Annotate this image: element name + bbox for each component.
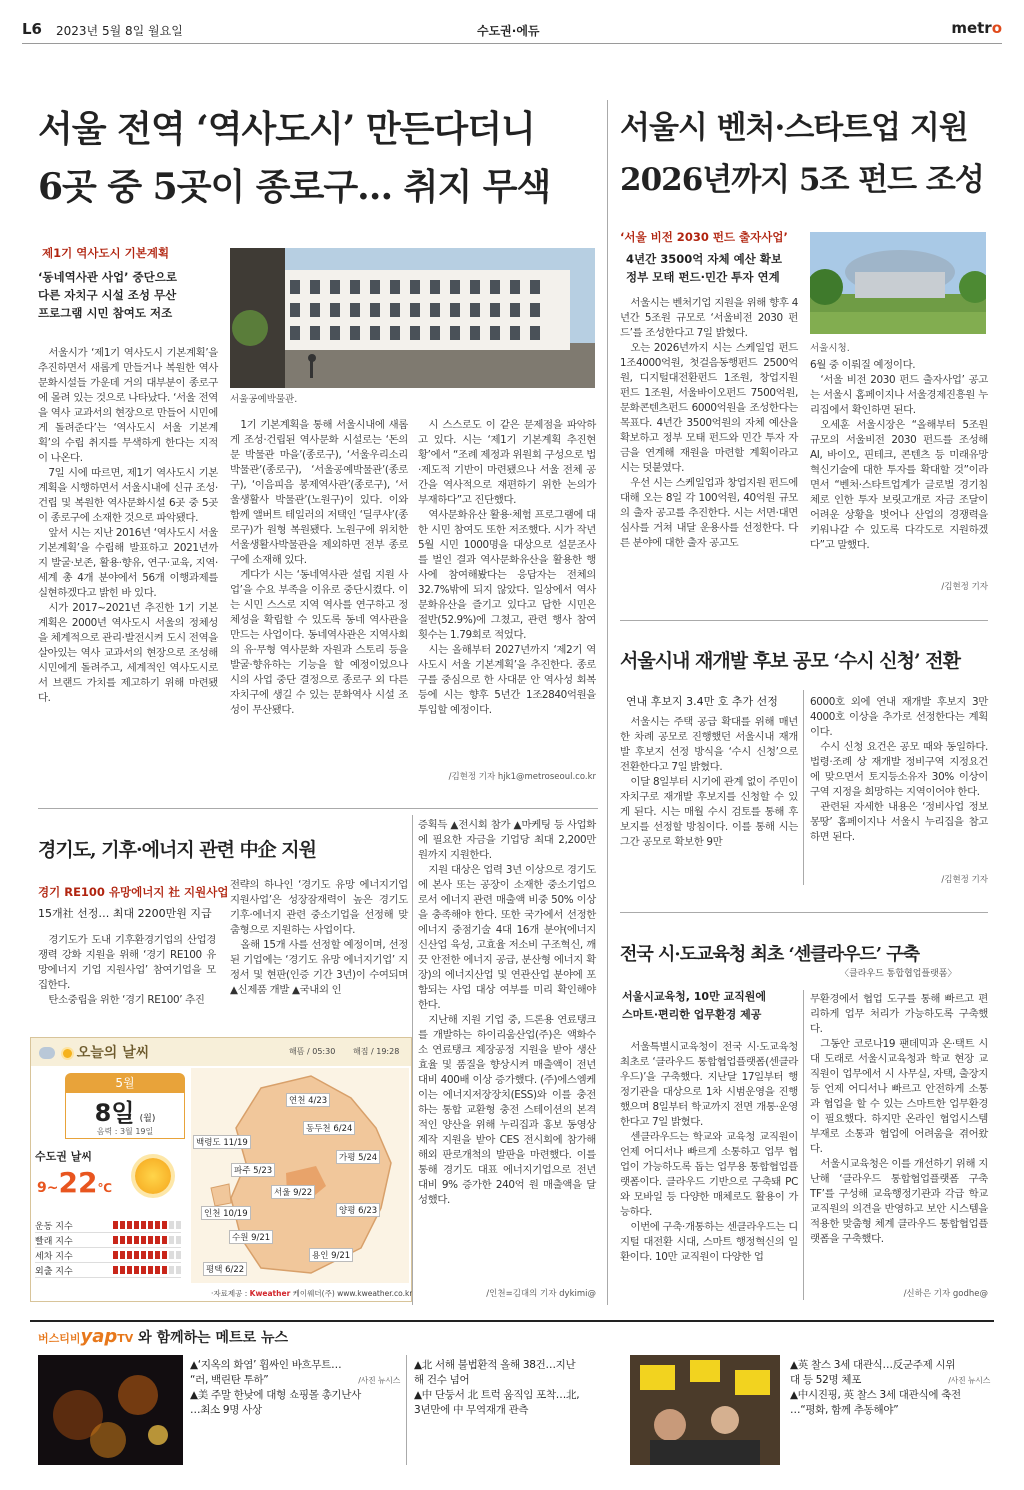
weather-indices <box>35 1218 181 1278</box>
article4-col3 <box>418 818 596 1208</box>
paragraph: 시가 2017~2021년 추진한 1기 기본계획은 2000년 역사도시 서울의 정체성을 체계적으로 관리·발전시켜 도시 전역을 살아있는 역사 교과서의 현장으로 조성해 시민에게 돌려주고, 세계적인 역사도시로서 브랜드 가치를 제고하기 위해 마련됐다. <box>38 602 218 704</box>
paragraph: 오는 2026년까지 시는 스케일업 펀드 1조4000억원, 첫걸음동행펀드 2500억원, 디지털대전환펀드 1조원, 창업지원 펀드 1조원, 서울바이오펀드 7500억원, 문화콘텐츠펀드 6000억원을 조성한다는 목표다. 4년간 3500억원의 자체 예산을 확보하고 정부 모태 펀드와 민간 투자 자금을 연계해 재원을 마련할 계획이라고 시는 덧붙였다. <box>620 342 798 474</box>
source-url: www.kweather.co.kr <box>337 1289 413 1298</box>
weather-title-text: 오늘의 날씨 <box>76 1045 150 1061</box>
source-brand: Kweather <box>249 1289 291 1298</box>
paragraph: 시 스스로도 이 같은 문제점을 파악하고 있다. 시는 ‘제1기 기본계획 추진현황’에서 “조례 제정과 위원회 구성으로 법·제도적 기반이 마련됐으나 서울 전체 공간을 역사적으로 재편하기 위한 논의가 부재하다”고 진단했다. <box>418 419 596 506</box>
index-name: 빨래 지수 <box>35 1236 73 1247</box>
article1-headline-line2: 6곳 중 5곳이 종로구… 취지 무색 <box>38 166 551 208</box>
article2-col1 <box>620 296 798 551</box>
paragraph: 서울시교육청은 이를 개선하기 위해 지난해 ‘클라우드 통합협업플랫폼 구축 TF’를 구성해 교육행정기관과 각급 학교 교직원의 의견을 반영하고 보안 시스템을 적용한 맞춤형 체계 클라우드 통합협업플랫폼을 구축했다. <box>810 1158 988 1245</box>
article1-sub1: ‘동네역사관 사업’ 중단으로 <box>38 270 177 284</box>
weather-region: 수도권 날씨 <box>35 1150 92 1163</box>
paragraph: 7일 시에 따르면, 제1기 역사도시 기본계획을 시행하면서 서울시내에 신규 조성·건립 및 복원한 역사문화시설 6곳 중 5곳이 종로구에 소재한 것으로 파악됐다. <box>38 467 218 524</box>
city-label: 수원 9/21 <box>229 1230 273 1244</box>
article5-subheads <box>622 988 766 1024</box>
news-line: “러, 백린탄 투하” <box>190 1374 269 1386</box>
news-line: 3년만에 中 무역재개 관측 <box>414 1404 529 1416</box>
paragraph: 6월 중 이뤄질 예정이다. <box>810 359 916 371</box>
paragraph: 서울시는 주택 공급 확대를 위해 매년 한 차례 공모로 진행했던 서울시내 재개발 후보지 선정 방식을 ‘수시 신청’으로 전환한다고 7일 밝혔다. <box>620 716 798 773</box>
article2-byline: /김현정 기자 <box>941 582 988 592</box>
article1-subheads <box>38 268 228 322</box>
section-divider <box>620 912 988 913</box>
temp-low: 9 <box>37 1180 47 1196</box>
column-divider <box>803 690 804 885</box>
city-label: 양평 6/23 <box>336 1203 380 1217</box>
section-divider <box>38 808 598 809</box>
weather-date-card <box>65 1093 185 1139</box>
article4-col1 <box>38 933 216 1008</box>
paragraph: 우선 시는 스케일업과 창업지원 펀드에 대해 오는 8일 각 100억원, 40억원 규모의 출자 공고를 추진한다. 시는 서면·대면 심사를 거쳐 내달 운용사를 선정한다. 다른 분야에 대한 출자 공고도 <box>620 477 798 549</box>
news-line: 해 건수 넘어 <box>414 1374 470 1386</box>
paragraph: 1기 기본계획을 통해 서울시내에 새롭게 조성·건립된 역사문화 시설로는 ‘돈의문 박물관 마을’(종로구), ‘서울우리소리박물관’(종로구), ‘서울공예박물관’(종로구), ‘이음피음 봉제역사관’(종로구), ‘서울생활사 박물관’(노원구)이 있다. 이와 함께 앨버트 테일러의 저택인 ‘딜쿠샤’(종로구)가 원형 복원됐다. 노원구에 위치한 서울생활사박물관을 제외하면 전부 종로구에 소재해 있다. <box>230 419 408 566</box>
article5-sub1: 서울시교육청, 10만 교직원에 <box>622 990 767 1003</box>
paragraph: 서울시가 ‘제1기 역사도시 기본계획’을 추진하면서 새롭게 만들거나 복원한 역사문화시설들 가운데 거의 대부분이 종로구에 몰려 있는 것으로 나타났다. ‘서울 전역을 역사 교과서의 현장으로 만들어 시민에게 돌려준다’는 ‘역사도시 서울 기본계획’의 수립 취지를 무색하게 한다는 지적이 나온다. <box>38 347 218 464</box>
index-row <box>35 1248 181 1263</box>
weather-title <box>39 1042 149 1062</box>
column-divider <box>412 815 413 1305</box>
article1-sub2: 다른 자치구 시설 조성 무산 <box>38 288 177 302</box>
paragraph: 무환경에서 협업 도구를 통해 빠르고 편리하게 업무 처리가 가능하도록 구축했다. <box>810 993 988 1035</box>
issue-date: 2023년 5월 8일 월요일 <box>56 24 183 38</box>
paragraph: 관련된 자세한 내용은 ‘정비사업 정보몽땅’ 홈페이지나 서울시 누리집을 참고하면 된다. <box>810 801 988 843</box>
news-line: ▲‘지옥의 화염’ 휩싸인 바흐무트… <box>190 1359 342 1371</box>
news-line: ▲美 주말 한낮에 대형 쇼핑몰 총기난사 <box>190 1389 361 1401</box>
paragraph: 오세훈 서울시장은 “올해부터 5조원 규모의 서울비전 2030 펀드를 조성해 AI, 바이오, 핀테크, 콘텐츠 등 미래유망 혁신기술에 대한 투자를 확대할 것”이라면서 “벤처·스타트업계가 글로벌 경기침체로 인한 투자 보릿고개로 자금 조달이 어려운 상황을 벗어나 산업의 경쟁력을 키워나갈 수 있도록 다각도로 지원하겠다”고 말했다. <box>810 419 988 551</box>
news-line: …“평화, 함께 추동해야” <box>790 1404 899 1416</box>
article2-sub1: 4년간 3500억 자체 예산 확보 <box>626 252 783 266</box>
news-item-1[interactable] <box>190 1358 400 1418</box>
bustv-label: 버스티비 <box>38 1332 81 1345</box>
news-item-2[interactable] <box>414 1358 614 1418</box>
column-divider <box>607 915 608 1305</box>
paragraph: 탄소중립을 위한 ‘경기 RE100’ 추진 <box>48 994 205 1006</box>
article1-col3 <box>418 418 596 718</box>
city-label: 가평 5/24 <box>336 1150 380 1164</box>
news-source: /사진 뉴시스 <box>948 1376 990 1385</box>
city-label: 용인 9/21 <box>309 1248 353 1262</box>
news-title-text: 와 함께하는 메트로 뉴스 <box>133 1330 289 1346</box>
article1-col2 <box>230 418 408 718</box>
article3-col2 <box>810 695 988 845</box>
paragraph: 서울시는 벤처기업 지원을 위해 향후 4년간 5조원 규모로 ‘서울비전 2030 펀드’를 조성한다고 7일 밝혔다. <box>620 297 798 339</box>
museum-photo-caption: 서울공예박물관. <box>230 394 298 405</box>
temp-high: 22 <box>58 1166 98 1199</box>
paragraph: 올해 15개 사를 선정할 예정이며, 선정된 기업에는 ‘경기도 유망 에너지기업’ 지정서 및 현판(인증 기간 3년)이 수여되며 ▲신제품 개발 ▲국내외 인 <box>230 939 408 996</box>
paragraph: ‘서울 비전 2030 펀드 출자사업’ 공고는 서울시 홈페이지나 서울경제진흥원 누리집에서 확인하면 된다. <box>810 374 988 416</box>
news-photo-protest <box>630 1355 780 1465</box>
index-bars <box>113 1221 181 1229</box>
article1-col1 <box>38 346 218 706</box>
paragraph: 경기도가 도내 기후환경기업의 산업경쟁력 강화 지원을 위해 ‘경기 RE100 유망에너지 기업 지원사업’ 참여기업을 모집한다. <box>38 934 216 991</box>
weather-lunar: 음력 : 3월 19일 <box>96 1127 154 1136</box>
article3-subhead: 연내 후보지 3.4만 호 추가 선정 <box>626 695 778 708</box>
article2-subheads <box>626 250 811 286</box>
news-strip-title <box>38 1326 288 1347</box>
city-label: 백령도 11/19 <box>193 1135 251 1149</box>
article5-sub2: 스마트·편리한 업무환경 제공 <box>622 1008 762 1021</box>
temp-unit: ℃ <box>97 1181 112 1195</box>
city-label: 서울 9/22 <box>271 1185 315 1199</box>
city-label: 동두천 6/24 <box>303 1121 355 1135</box>
column-divider <box>803 990 804 1300</box>
index-bars <box>113 1251 181 1259</box>
section-divider <box>620 620 988 621</box>
page-header <box>22 14 1002 44</box>
article4-headline: 경기도, 기후·에너지 관련 中企 지원 <box>38 839 316 861</box>
news-line: 대 등 52명 체포 <box>790 1374 862 1386</box>
metro-logo: metro <box>951 19 1002 37</box>
paragraph: 게다가 시는 ‘동네역사관 설립 지원 사업’을 수요 부족을 이유로 중단시켰다. 이는 시민 스스로 지역 역사를 연구하고 정체성을 확립할 수 있도록 동네 역사관을 만드는 사업이다. 동네역사관은 지역사회의 유·무형 역사문화 자원과 스토리 등을 발굴·향유하는 기능을 할 예정이었으나 시의 사업 중단 결정으로 종로구 외 다른 자치구에 생길 수 있는 문화역사 시설 조성이 무산됐다. <box>230 569 408 716</box>
city-label: 파주 5/23 <box>231 1163 275 1177</box>
index-row <box>35 1218 181 1233</box>
city-label: 연천 4/23 <box>286 1093 330 1107</box>
article4-col2 <box>230 878 408 998</box>
news-photo-fire <box>38 1355 183 1465</box>
article3-col1 <box>620 715 798 850</box>
city-label: 평택 6/22 <box>203 1262 247 1276</box>
weather-weekday: (월) <box>139 1114 156 1124</box>
sunny-icon <box>135 1158 171 1194</box>
weather-day: 8일 <box>94 1099 135 1127</box>
yap-logo: yap <box>80 1326 118 1347</box>
city-hall-caption: 서울시청. <box>810 343 850 354</box>
news-strip-rule <box>30 1320 994 1322</box>
page-number: L6 <box>22 20 42 38</box>
article1-sub3: 프로그램 시민 참여도 저조 <box>38 306 173 320</box>
index-name: 외출 지수 <box>35 1266 73 1277</box>
paragraph: 센클라우드는 학교와 교육청 교직원이 언제 어디서나 빠르게 소통하고 업무 협업이 가능하도록 돕는 업무용 통합협업플랫폼이다. 클라우드 기반으로 구축돼 PC와 모바일 등 다양한 매체로도 활용이 가능하다. <box>620 1131 798 1218</box>
article2-sub2: 정부 모태 펀드·민간 투자 연계 <box>626 270 780 284</box>
article4-kicker: 경기 RE100 유망에너지 社 지원사업 <box>38 885 229 899</box>
news-line: ▲中시진핑, 英 찰스 3세 대관식에 축전 <box>790 1389 961 1401</box>
sunrise: 해뜸 / 05:30 <box>289 1047 336 1056</box>
paragraph: 이달 8일부터 시기에 관계 없이 주민이 자치구로 재개발 후보지를 신청할 수 있게 된다. 시는 매월 수시 검토를 통해 후보지를 선정할 방침이다. 이를 통해 시는 그간 공모로 확보한 9만 <box>620 776 798 848</box>
section-name: 수도권·에듀 <box>477 24 540 38</box>
news-line: ▲中 단둥서 北 트럭 움직임 포착…北, <box>414 1389 580 1401</box>
news-line: …최소 9명 사상 <box>190 1404 262 1416</box>
article1-byline: /김현정 기자 hjk1@metroseoul.co.kr <box>448 772 596 782</box>
city-hall-photo <box>810 232 986 334</box>
article4-byline: /인천=김대의 기자 dykimi@ <box>486 1289 596 1299</box>
paragraph: 서울특별시교육청이 전국 시·도교육청 최초로 ‘클라우드 통합협업플랫폼(센클라우드)’을 구축했다. 지난달 17일부터 행정기관을 대상으로 1차 시범운영을 진행했으며 8일부터 학교까지 전면 개통·운영한다고 7일 밝혔다. <box>620 1041 798 1128</box>
source-prefix: ·자료제공 : <box>211 1289 250 1298</box>
article3-byline: /김현정 기자 <box>941 875 988 885</box>
article1-kicker: 제1기 역사도시 기본계획 <box>42 246 170 260</box>
news-line: ▲北 서해 불법환적 올해 38건…지난 <box>414 1359 576 1371</box>
sun-icon <box>63 1049 72 1058</box>
paragraph: 이번에 구축·개통하는 센클라우드는 디지털 대전환 시대, 스마트 행정혁신의 일환이다. 10만 교직원이 다양한 업 <box>620 1221 798 1263</box>
article2-headline-line2: 2026년까지 5조 펀드 조성 <box>620 162 984 198</box>
weather-month: 5월 <box>65 1073 185 1093</box>
news-source: /사진 뉴시스 <box>358 1376 400 1385</box>
paragraph: 지난해 지원 기업 중, 드론용 연료탱크를 개발하는 하이리움산업(주)은 액화수소 연료탱크 제장공정 지원을 받아 생산효율 및 품질을 향상시켜 매출액이 전년 대비 400배 이상 증가했다. (주)에스엠케이는 에너지저장장치(ESS)와 이를 충전하는 통합 교환형 충전 스테이션의 본격적인 양산을 위해 누리집과 홍보 동영상 제작 지원을 받아 CES 전시회에 참가해 해외 판로개척의 발판을 마련했다. 이를 통해 경기도 대표 에너지기업으로 전년 대비 9% 증가한 240억 원 매출액을 달성했다. <box>418 1014 596 1206</box>
weather-source <box>211 1288 412 1299</box>
index-name: 운동 지수 <box>35 1221 73 1232</box>
index-bars <box>113 1236 181 1244</box>
article5-tag: 〈클라우드 통합협업플랫폼〉 <box>840 969 957 979</box>
weather-map <box>191 1068 409 1283</box>
article1-headline-line1: 서울 전역 ‘역사도시’ 만든다더니 <box>38 108 535 150</box>
paragraph: 그동안 코로나19 팬데믹과 온·택트 시대 도래로 서울시교육청과 학교 현장 교직원이 업무에서 시 사무실, 자택, 출장지 등 언제 어디서나 빠르고 안전하게 소통과 협업을 할 수 있는 스마트한 업무환경이 필요했다. 하지만 온라인 협업시스템 부재로 소통과 협업에 어려움을 겪어왔다. <box>810 1038 988 1155</box>
paragraph: 역사문화유산 활용·체험 프로그램에 대한 시민 참여도 또한 저조했다. 시가 작년 5월 시민 1000명을 대상으로 설문조사를 벌인 결과 역사문화유산을 활용한 행사에 참여해봤다는 응답자는 전체의 32.7%밖에 되지 않았다. 일상에서 역사문화유산을 즐기고 있다고 답한 시민은 절반(52.9%)에 그쳤고, 관련 행사 참여 횟수는 1.79회로 적었다. <box>418 509 596 641</box>
sunset: 해짐 / 19:28 <box>353 1047 400 1056</box>
temperature <box>37 1166 112 1199</box>
tv-label: TV <box>117 1332 134 1345</box>
article1-headline <box>38 104 598 212</box>
temp-sep: ~ <box>46 1180 59 1196</box>
cloud-icon <box>39 1047 55 1059</box>
paragraph: 수시 신청 요건은 공모 때와 동일하다. 법령·조례 상 재개발 정비구역 지정요건에 맞으면서 토지등소유자 30% 이상이 구역 지정을 희망하는 지역이어야 한다. <box>810 741 988 798</box>
article2-kicker: ‘서울 비전 2030 펀드 출자사업’ <box>620 230 788 244</box>
paragraph: 6000호 외에 연내 재개발 후보지 3만 4000호 이상을 추가로 선정한다는 계획이다. <box>810 696 988 738</box>
news-item-3[interactable] <box>790 1358 990 1418</box>
article2-headline-line1: 서울시 벤처·스타트업 지원 <box>620 110 968 146</box>
column-divider <box>406 1355 407 1465</box>
article5-headline: 전국 시·도교육청 최초 ‘센클라우드’ 구축 <box>620 944 920 965</box>
article5-byline: /신하은 기자 godhe@ <box>903 1289 988 1299</box>
paragraph: 지원 대상은 업력 3년 이상으로 경기도에 본사 또는 공장이 소재한 중소기업으로서 에너지 관련 매출액 비중 50% 이상을 충족해야 한다. 또한 국가에서 선정한 에너지 중점기술 4대 16개 분야(에너지 신산업 육성, 고효율 저소비 구조혁신, 깨끗 안전한 에너지 공급, 분산형 에너지 확장)의 에너지산업 및 연관산업 분야에 포함되는 사업 대상 여부를 미리 확인해야 한다. <box>418 864 596 1011</box>
paragraph: 시는 올해부터 2027년까지 ‘제2기 역사도시 서울 기본계획’을 추진한다. 종로구를 중심으로 한 사대문 안 역사성 회복 등에 시는 향후 5년간 1조2840억원을 투입할 예정이다. <box>418 644 596 716</box>
paragraph: 증획득 ▲전시회 참가 ▲마케팅 등 사업화에 필요한 자금을 기업당 최대 2,200만 원까지 지원한다. <box>418 819 596 861</box>
paragraph: 앞서 시는 지난 2016년 ‘역사도시 서울 기본계획’을 수립해 발표하고 2021년까지 발굴·보존, 활용·향유, 연구·교육, 지역·세계 총 4개 분야에서 56개 이행과제를 실현하겠다고 밝힌 바 있다. <box>38 527 218 599</box>
paragraph: 전략의 하나인 ‘경기도 유망 에너지기업 지원사업’은 성장잠재력이 높은 경기도 기후·에너지 관련 중소기업을 선정해 맞춤형으로 지원하는 사업이다. <box>230 879 408 936</box>
index-bars <box>113 1266 181 1274</box>
city-label: 인천 10/19 <box>201 1206 251 1220</box>
index-name: 세차 지수 <box>35 1251 73 1262</box>
museum-photo <box>230 248 595 388</box>
weather-box <box>30 1037 412 1302</box>
news-line: ▲英 찰스 3세 대관식…反군주제 시위 <box>790 1359 956 1371</box>
source-kr: 케이웨더(주) <box>292 1289 335 1298</box>
article3-headline: 서울시내 재개발 후보 공모 ‘수시 신청’ 전환 <box>620 650 960 672</box>
article4-subhead: 15개社 선정… 최대 2200만원 지급 <box>38 907 212 920</box>
article2-col2 <box>810 358 988 553</box>
article5-col2 <box>810 992 988 1247</box>
article5-col1 <box>620 1040 798 1265</box>
index-row <box>35 1233 181 1248</box>
index-row <box>35 1263 181 1278</box>
article2-headline <box>620 104 1000 204</box>
